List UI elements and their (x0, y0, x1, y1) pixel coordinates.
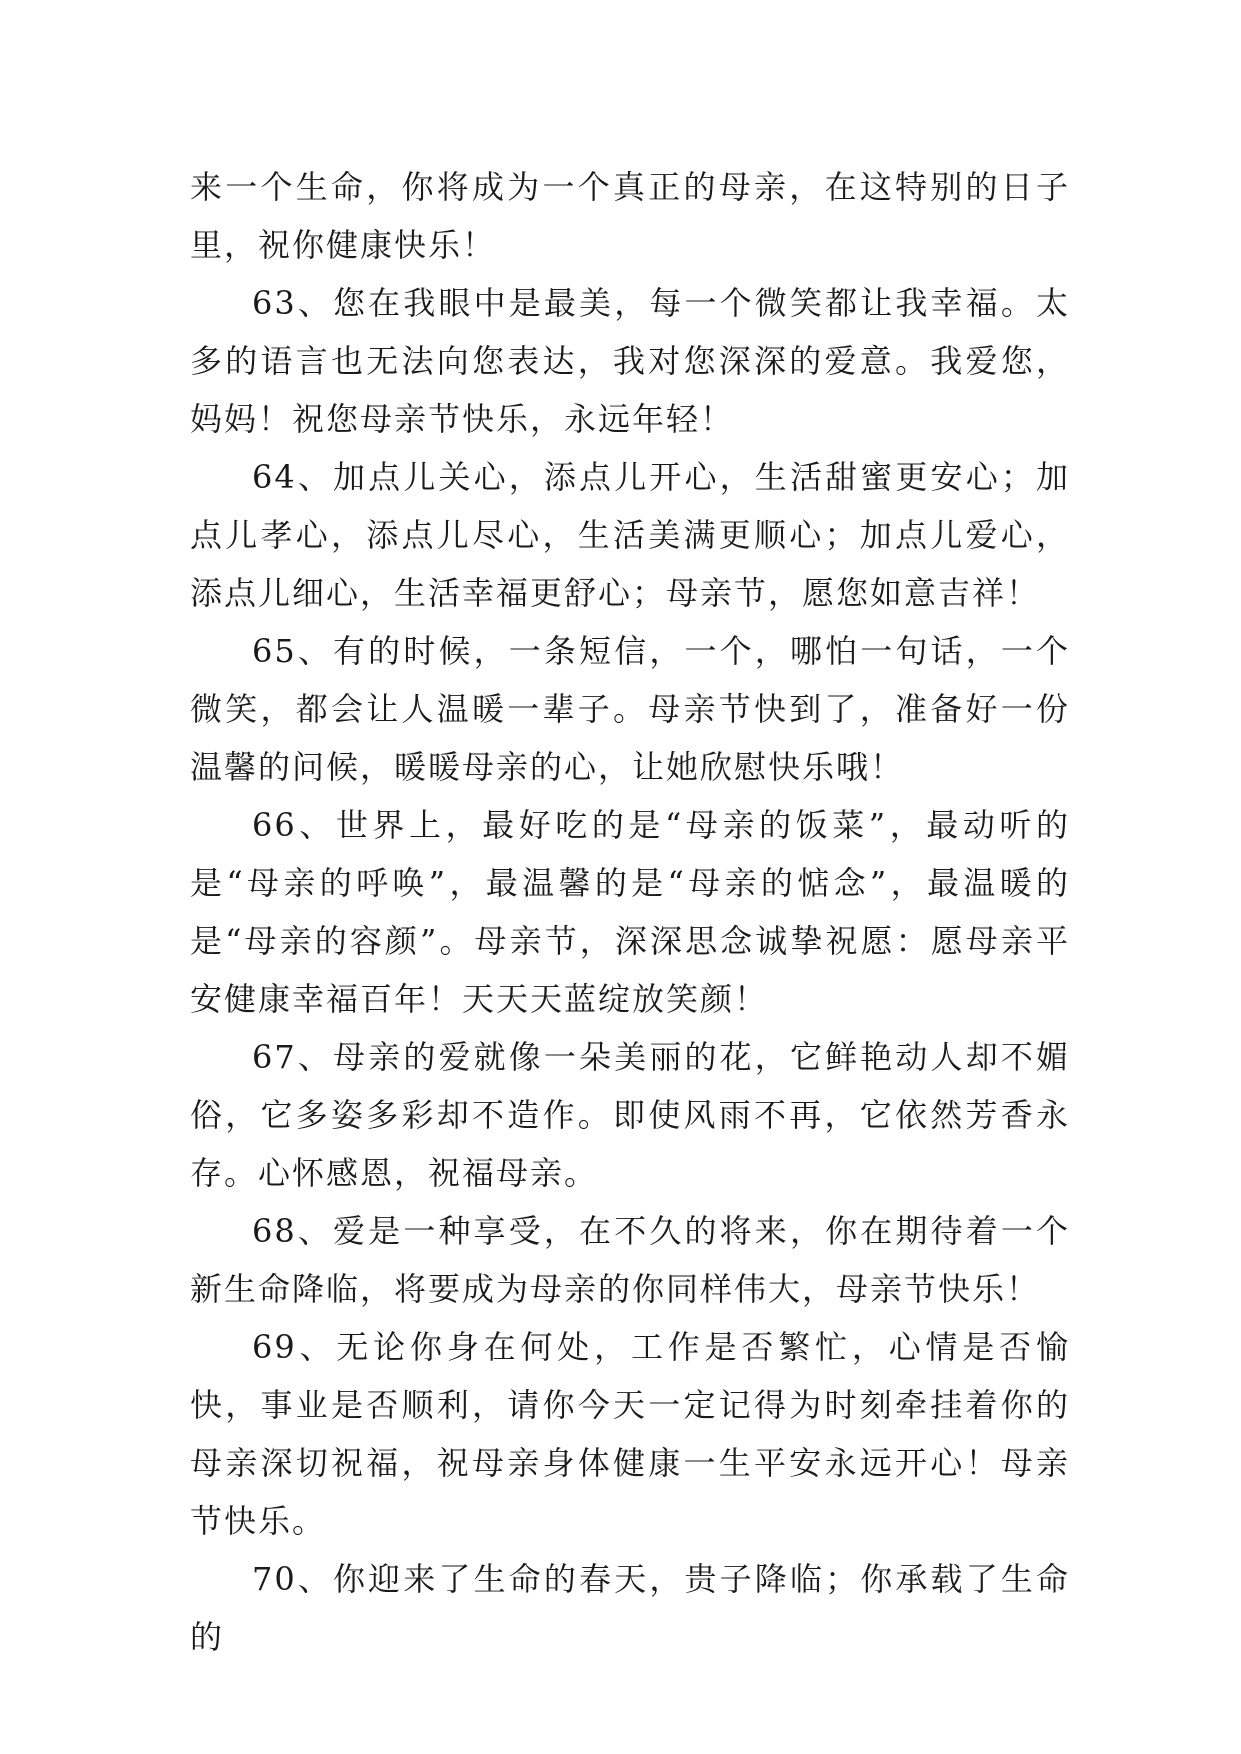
paragraph-continued: 来一个生命，你将成为一个真正的母亲，在这特别的日子里，祝你健康快乐！ (190, 168, 1070, 264)
paragraph-63: 63、您在我眼中是最美，每一个微笑都让我幸福。太多的语言也无法向您表达，我对您深深的爱意。我爱您，妈妈！祝您母亲节快乐，永远年轻！ (190, 284, 1070, 438)
paragraph-70: 70、你迎来了生命的春天，贵子降临；你承载了生命的 (190, 1560, 1070, 1656)
paragraph-66: 66、世界上，最好吃的是“母亲的饭菜”，最动听的是“母亲的呼唤”，最温馨的是“母亲的惦念”，最温暖的是“母亲的容颜”。母亲节，深深思念诚挚祝愿：愿母亲平安健康幸福百年！天天天蓝绽放笑颜！ (190, 806, 1070, 1018)
paragraph-69: 69、无论你身在何处，工作是否繁忙，心情是否愉快，事业是否顺利，请你今天一定记得为时刻牵挂着你的母亲深切祝福，祝母亲身体健康一生平安永远开心！母亲节快乐。 (190, 1328, 1070, 1540)
paragraph-68: 68、爱是一种享受，在不久的将来，你在期待着一个新生命降临，将要成为母亲的你同样伟大，母亲节快乐！ (190, 1212, 1070, 1308)
paragraph-64: 64、加点儿关心，添点儿开心，生活甜蜜更安心；加点儿孝心，添点儿尽心，生活美满更顺心；加点儿爱心，添点儿细心，生活幸福更舒心；母亲节，愿您如意吉祥！ (190, 458, 1070, 612)
paragraph-65: 65、有的时候，一条短信，一个，哪怕一句话，一个微笑，都会让人温暖一辈子。母亲节快到了，准备好一份温馨的问候，暖暖母亲的心，让她欣慰快乐哦！ (190, 632, 1070, 786)
paragraph-67: 67、母亲的爱就像一朵美丽的花，它鲜艳动人却不媚俗，它多姿多彩却不造作。即使风雨不再，它依然芳香永存。心怀感恩，祝福母亲。 (190, 1038, 1070, 1192)
document-body (190, 158, 1070, 1666)
